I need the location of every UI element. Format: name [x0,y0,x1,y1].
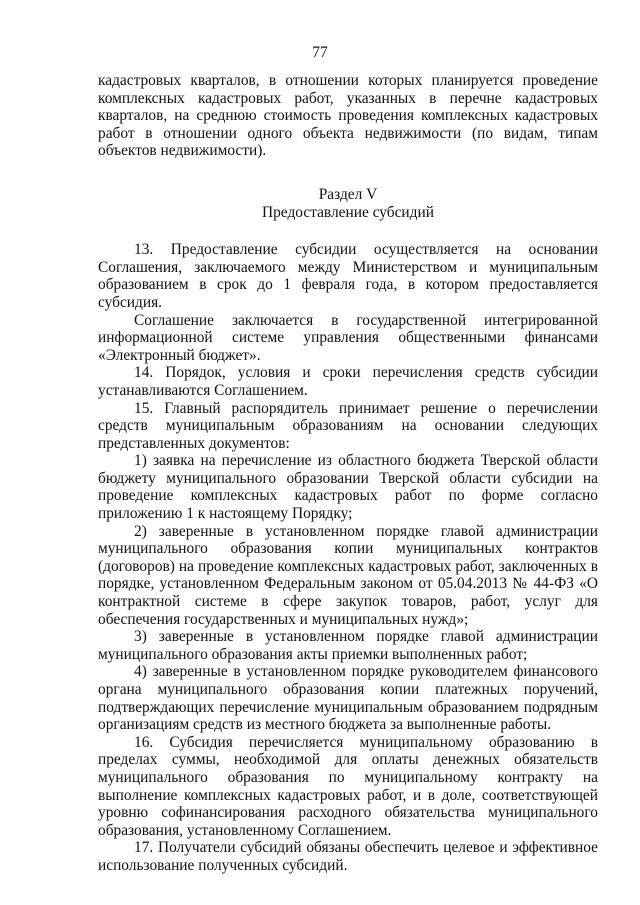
paragraph-agreement: Соглашение заключается в государственной интегрированной информационной системе управления общественными финансами «Электронный бюджет». [98,311,598,364]
document-body [98,72,598,875]
list-item-3: 3) заверенные в установленном порядке главой администрации муниципального образования акты приемки выполненных работ; [98,628,598,663]
section-label: Раздел V [318,185,378,203]
paragraph-16: 16. Субсидия перечисляется муниципальному образованию в пределах суммы, необходимой для оплаты денежных обязательств муниципального образования по муниципальному контракту на выполнение комплексных кадастровых работ, и в доле, соответствующей уровню софинансирования расходного обязательства муниципального образования, установленному Соглашением. [98,733,598,839]
list-item-1: 1) заявка на перечисление из областного бюджета Тверской области бюджету муниципального образовании Тверской области субсидии на проведение комплексных кадастровых работ по форме согласно приложению 1 к настоящему Порядку; [98,452,598,523]
list-item-4: 4) заверенные в установленном порядке руководителем финансового органа муниципального образования копии платежных поручений, подтверждающих перечисление муниципальным образованием подрядным организациям средств из местного бюджета за выполненные работы. [98,663,598,734]
section-title: Предоставление субсидий [262,203,434,221]
intro-paragraph: кадастровых кварталов, в отношении которых планируется проведение комплексных кадастровых работ, указанных в перечне кадастровых кварталов, на среднюю стоимость проведения комплексных кадастровых работ в отношении одного объекта недвижимости (по видам, типам объектов недвижимости). [98,72,598,160]
paragraph-13: 13. Предоставление субсидии осуществляется на основании Соглашения, заключаемого между Министерством и муниципальным образованием в срок до 1 февраля года, в котором предоставляется субсидия. [98,241,598,311]
paragraph-17: 17. Получатели субсидий обязаны обеспечить целевое и эффективное использование полученных субсидий. [98,839,598,874]
page-number: 77 [312,44,328,61]
paragraph-14: 14. Порядок, условия и сроки перечисления средств субсидии устанавливаются Соглашением. [98,364,598,399]
paragraph-15: 15. Главный распорядитель принимает решение о перечислении средств муниципальным образованиям на основании следующих представленных документов: [98,399,598,452]
list-item-2: 2) заверенные в установленном порядке главой администрации муниципального образования копии муниципальных контрактов (договоров) на проведение комплексных кадастровых работ, заключенных в порядке, установленном Федеральным законом от 05.04.2013 № 44-ФЗ «О контрактной системе в сфере закупок товаров, работ, услуг для обеспечения государственных и муниципальных нужд»; [98,522,598,628]
